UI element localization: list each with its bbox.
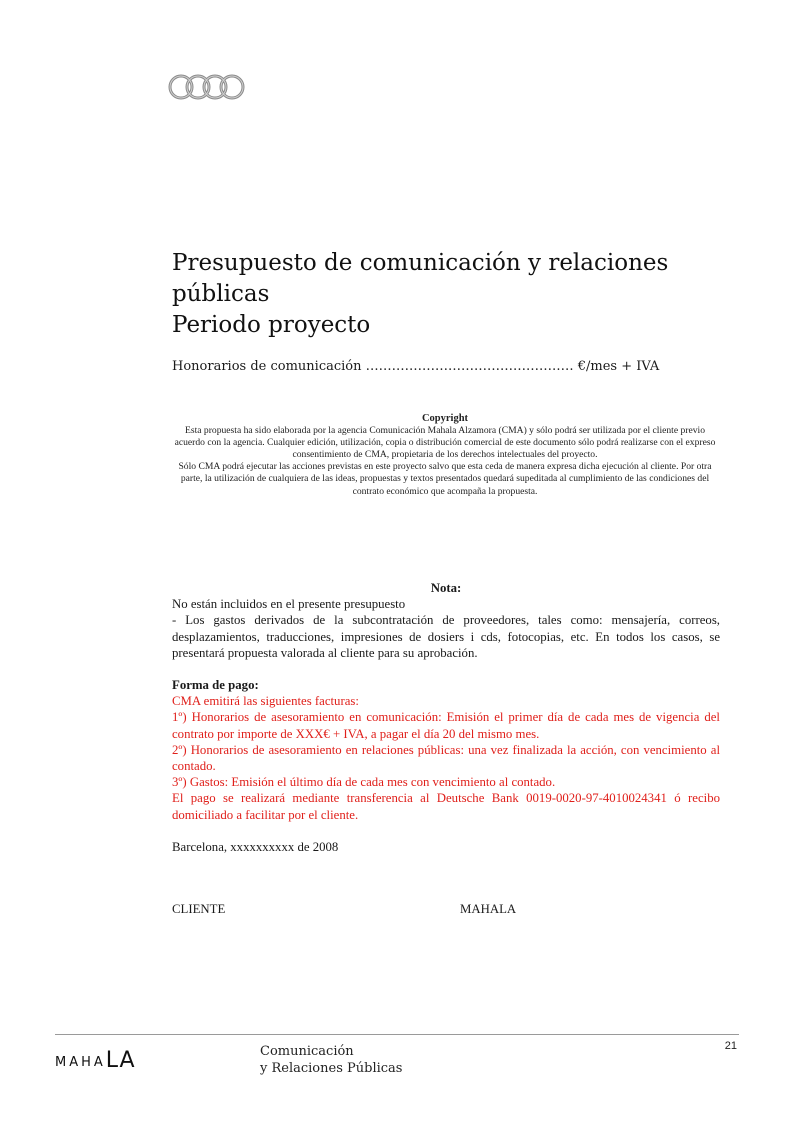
footer-divider (55, 1034, 739, 1035)
signature-client: CLIENTE (172, 902, 226, 916)
payment-heading: Forma de pago: (172, 678, 259, 693)
fees-line: Honorarios de comunicación ………………………………………… €/mes + IVA (172, 359, 660, 374)
payment-item-2: 2º) Honorarios de asesoramiento en relaciones públicas: una vez finalizada la acción, con vencimiento al contado. (172, 742, 720, 774)
page-number: 21 (724, 1040, 737, 1052)
payment-intro: CMA emitirá las siguientes facturas: (172, 694, 359, 709)
footer-tagline-line-1: Comunicación (260, 1044, 354, 1059)
place-date: Barcelona, xxxxxxxxxx de 2008 (172, 839, 339, 854)
nota-line-2: - Los gastos derivados de la subcontratación de proveedores, tales como: mensajería, correos, desplazamientos, traducciones, impresiones de dosiers i cds, fotocopias, etc. En todos los casos, se presentará propuesta valorada al cliente para su aprobación. (172, 613, 720, 660)
title-line-2: públicas (172, 281, 270, 307)
title-line-1: Presupuesto de comunicación y relaciones (172, 250, 669, 276)
footer-brand-small: MAHA (55, 1055, 106, 1070)
copyright-block (170, 413, 720, 498)
footer-tagline (260, 1043, 402, 1077)
copyright-paragraph-2: Sólo CMA podrá ejecutar las acciones previstas en este proyecto salvo que esta ceda de manera expresa dicha ejecución al cliente. Por otra parte, la utilización de cualquiera de las ideas, propuestas y textos presentados quedará supeditada al cumplimiento de las condiciones del contrato económico que acompaña la propuesta. (178, 461, 712, 497)
footer-brand-logo (55, 1048, 136, 1073)
footer-brand-large: LA (105, 1048, 136, 1073)
title-line-3: Periodo proyecto (172, 312, 371, 338)
page-title (172, 248, 712, 341)
payment-transfer: El pago se realizará mediante transferencia al Deutsche Bank 0019-0020-97-4010024341 ó recibo domiciliado a facilitar por el cliente. (172, 791, 720, 822)
notes-section (172, 580, 720, 855)
four-rings-logo-icon (167, 72, 247, 102)
copyright-paragraph-1: Esta propuesta ha sido elaborada por la agencia Comunicación Mahala Alzamora (CMA) y sólo podrá ser utilizada por el cliente previo acuerdo con la agencia. Cualquier edición, utilización, copia o distribución comercial de este documento sólo podrá realizarse con el expreso consentimiento de CMA, propietaria de los derechos intelectuales del proyecto. (174, 425, 716, 461)
footer-tagline-line-2: y Relaciones Públicas (260, 1061, 403, 1076)
signature-agency: MAHALA (460, 902, 517, 916)
payment-item-3: 3º) Gastos: Emisión el último día de cada mes con vencimiento al contado. (172, 775, 556, 790)
payment-item-1: 1º) Honorarios de asesoramiento en comunicación: Emisión el primer día de cada mes de vigencia del contrato por importe de XXX€ + IVA, a pagar el día 20 del mismo mes. (172, 710, 720, 741)
nota-heading: Nota: (430, 581, 462, 595)
nota-line-1: No están incluidos en el presente presupuesto (172, 597, 406, 612)
copyright-heading: Copyright (421, 413, 469, 424)
